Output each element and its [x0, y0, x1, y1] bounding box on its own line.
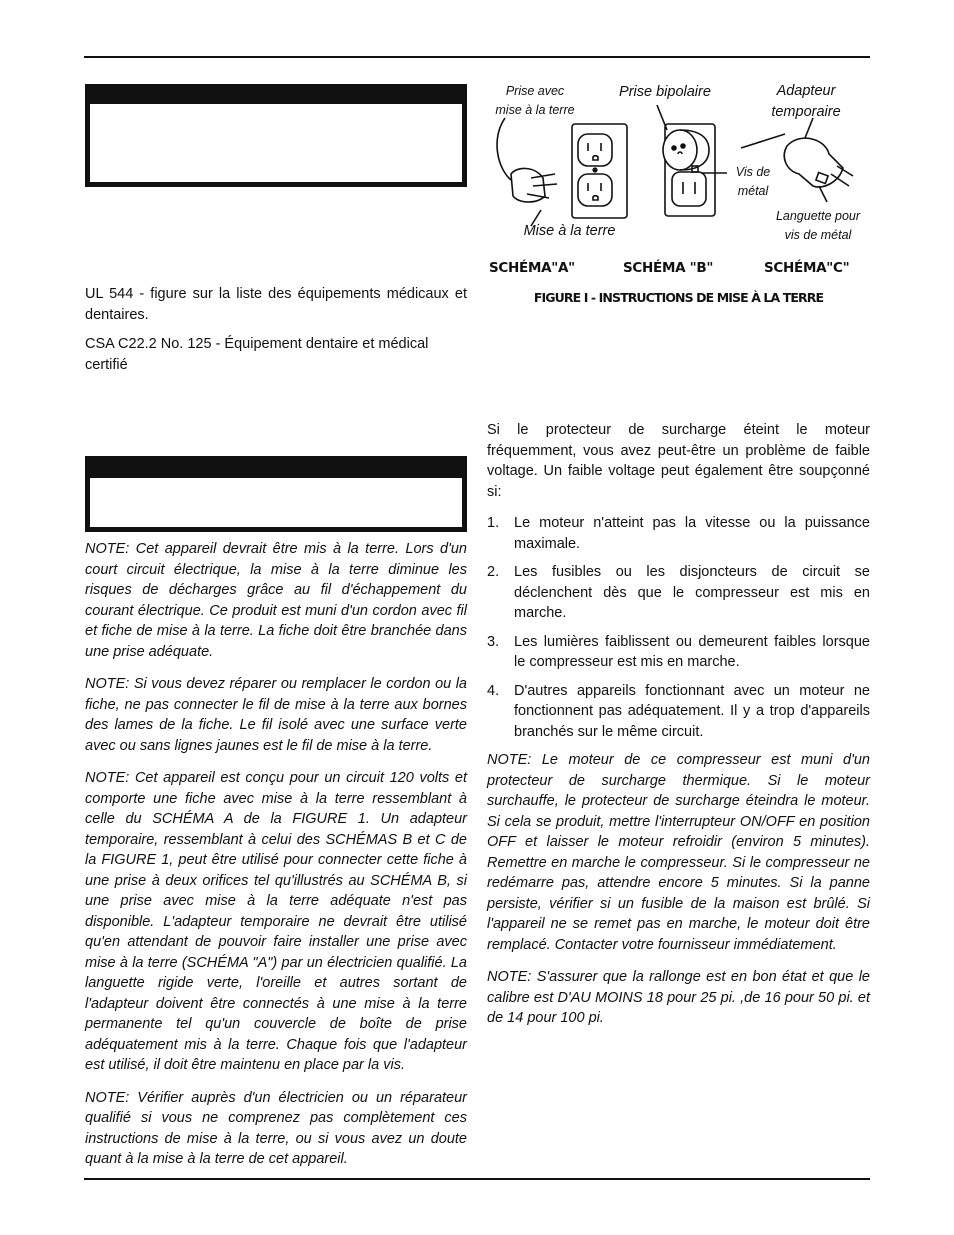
label-ground: Mise à la terre	[523, 223, 616, 239]
note-adapter: NOTE: Cet appareil est conçu pour un circuit 120 volts et comporte une fiche avec mise à la terre ressemblant à celle du SCHÉMA A de la FIGURE 1. Un adapteur temporaire, ressemblant à celui des SCHÉMAS B et C de la FIGURE 1, peut être utilisé pour connecter cette fiche à une prise à deux orifices tel qu'illustrés au SCHÉMA B, si une prise avec mise à la terre adéquate n'est pas disponible. L'adapteur temporaire ne devrait être utilisé qu'en attendant de pouvoir faire installer une prise avec mise à la terre (SCHÉMA "A") par un électricien qualifié. La languette rigide verte, l'oreille et autres sortant de l'adapteur doivent être connectés à une mise à la terre permanente tel qu'un couvercle de boîte de prise adéquatement mis à la terre. Chaque fois que l'adapteur est utilisé, il doit être maintenu en place par la vis.	[85, 770, 467, 1073]
list-item: 4. D'autres appareils fonctionnant avec un moteur ne fonctionnent pas adéquatement. Il y a trop d'appareils branchés sur le même circuit.	[487, 682, 870, 740]
certifications	[85, 284, 467, 375]
low-voltage-list	[487, 513, 870, 742]
label-tab-metal-screw: Languette pour vis de métal	[775, 209, 861, 242]
list-item: 3. Les lumières faiblissent ou demeurent faibles lorsque le compresseur est mis en marche.	[487, 633, 870, 670]
label-two-prong-outlet: Prise bipolaire	[619, 84, 711, 100]
grounding-notes	[85, 539, 467, 1170]
note-extension-cord-text: NOTE: S'assurer que la rallonge est en bon état et que le calibre est D'AU MOINS 18 pour 25 pi. ,de 16 pour 50 pi. et de 14 pour 100 pi.	[487, 969, 870, 1026]
label-metal-screw: Vis de métal	[735, 165, 771, 198]
top-rule	[84, 56, 870, 58]
figure-caption: FIGURE I - INSTRUCTIONS DE MISE À LA TERRE	[533, 290, 824, 305]
note-repair-cord: NOTE: Si vous devez réparer ou remplacer le cordon ou la fiche, ne pas connecter le fil de mise à la terre aux bornes des lames de la fiche. Le fil isolé avec une surface verte avec ou sans lignes jaunes est le fil de mise à la terre.	[85, 676, 467, 754]
schema-a-label: SCHÉMA"A"	[489, 260, 575, 276]
header-box-grounding	[85, 456, 467, 532]
cert-csa: CSA C22.2 No. 125 - Équipement dentaire et médical certifié	[85, 336, 429, 373]
bottom-rule	[84, 1178, 870, 1180]
low-voltage-section	[487, 420, 870, 955]
label-adapter: Adapteur temporaire	[771, 83, 841, 120]
cert-ul-544: UL 544 - figure sur la liste des équipements médicaux et dentaires.	[85, 286, 467, 323]
low-voltage-intro: Si le protecteur de surcharge éteint le moteur fréquemment, vous avez peut-être un problème de faible voltage. Un faible voltage peut également être soupçonné si:	[487, 422, 870, 500]
label-grounded-outlet: Prise avec mise à la terre	[495, 84, 575, 117]
two-prong-outlet-drawing	[657, 105, 727, 216]
note-check-electrician: NOTE: Vérifier auprès d'un électricien ou un réparateur qualifié si vous ne comprenez pas complètement ces instructions de mise à la terre, ou si vous avez un doute quant à la mise à la terre de cet appareil.	[85, 1089, 467, 1167]
schema-b-label: SCHÉMA "B"	[623, 260, 714, 276]
note-thermal-protector: NOTE: Le moteur de ce compresseur est muni d'un protecteur de surcharge thermique. Si le moteur surchauffe, le protecteur de surcharge éteindra le moteur. Si cela se produit, mettre l'interrupteur ON/OFF en position OFF et laisser le moteur refroidir (environ 5 minutes). Remettre en marche le compresseur. Si le compresseur ne redémarre pas, attendre encore 5 minutes. Si la panne persiste, vérifier si un fusible de la maison est brûlé. Si l'appareil ne se remet pas en marche, le moteur doit être remplacé. Contacter votre fournisseur immédiatement.	[487, 752, 870, 953]
note-grounding: NOTE: Cet appareil devrait être mis à la terre. Lors d'un court circuit électrique, la mise à la terre diminue les risques de décharges grâce au fil d'échappement du courant électrique. Ce produit est muni d'un cordon avec fil et fiche de mise à la terre. La fiche doit être branchée dans une prise adéquate.	[85, 541, 467, 660]
schema-c-label: SCHÉMA"C"	[764, 260, 850, 276]
grounded-plug-drawing	[497, 118, 557, 226]
header-box-specifications	[85, 84, 467, 187]
list-item: 2. Les fusibles ou les disjoncteurs de circuit se déclenchent dès que le compresseur est mis en marche.	[487, 564, 870, 621]
figure-grounding	[487, 78, 870, 308]
grounded-outlet-drawing	[572, 124, 627, 218]
list-item: 1. Le moteur n'atteint pas la vitesse ou la puissance maximale.	[487, 515, 870, 552]
note-extension-cord	[487, 967, 870, 1029]
